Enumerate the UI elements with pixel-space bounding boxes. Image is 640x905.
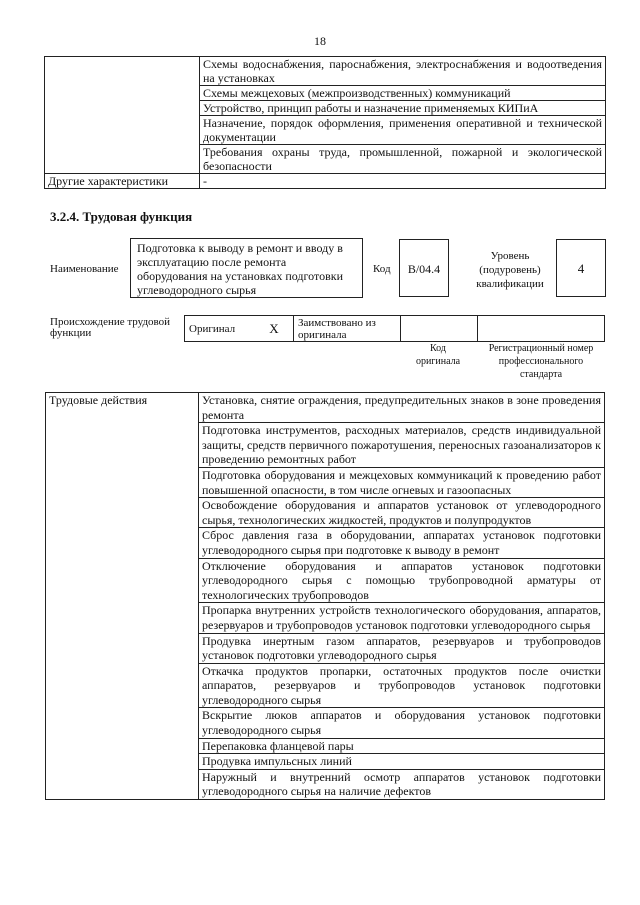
page-number: 18 bbox=[314, 34, 326, 48]
level-label: Уровень (подуровень) квалификации bbox=[476, 250, 544, 290]
origin-table bbox=[184, 315, 605, 342]
list-item: Наружный и внутренний осмотр аппаратов установок подготовки углеводородного сырья на наличие дефектов bbox=[199, 769, 605, 799]
name-label: Наименование bbox=[50, 263, 119, 275]
list-item: Вскрытие люков аппаратов и оборудования установок подготовки углеводородного сырья bbox=[199, 708, 605, 738]
registration-caption: Регистрационный номер профессионального стандарта bbox=[488, 343, 594, 380]
labor-actions-label: Трудовые действия bbox=[46, 393, 199, 800]
knowledge-table bbox=[44, 56, 606, 189]
list-item: Подготовка инструментов, расходных материалов, средств индивидуальной защиты, средств первичного пожаротушения, переносных газоанализаторов к проведению ремонтных работ bbox=[199, 423, 605, 468]
qualification-level: 4 bbox=[556, 239, 606, 297]
table-row bbox=[45, 174, 606, 189]
list-item: Отключение оборудования и аппаратов установок подготовки углеводородного сырья с помощью трубопроводной арматуры от технологических трубопроводов bbox=[199, 558, 605, 603]
list-item: Откачка продуктов пропарки, остаточных продуктов после очистки аппаратов, резервуаров и трубопроводов установок подготовки углеводородного сырья bbox=[199, 663, 605, 708]
borrowed-label: Заимствовано из оригинала bbox=[294, 316, 401, 342]
code-label: Код bbox=[373, 263, 391, 275]
list-item: Пропарка внутренних устройств технологического оборудования, аппаратов, резервуаров и трубопроводов установок подготовки углеводородного сырья bbox=[199, 603, 605, 633]
table-cell: Схемы водоснабжения, пароснабжения, электроснабжения и водоотведения на установках bbox=[200, 57, 606, 86]
section-title: 3.2.4. Трудовая функция bbox=[50, 209, 193, 224]
table-row bbox=[45, 57, 606, 86]
list-item: Освобождение оборудования и аппаратов установок от углеводородного сырья, технологических жидкостей, продуктов и полупродуктов bbox=[199, 498, 605, 528]
list-item: Сброс давления газа в оборудовании, аппаратах установок подготовки углеводородного сырья при подготовке к выводу в ремонт bbox=[199, 528, 605, 558]
original-mark: X bbox=[255, 316, 294, 342]
other-characteristics-label: Другие характеристики bbox=[45, 174, 200, 189]
code-caption: Код оригинала bbox=[415, 343, 461, 367]
table-row bbox=[46, 393, 605, 423]
table-cell: Назначение, порядок оформления, применения оперативной и технической документации bbox=[200, 116, 606, 145]
table-cell: Схемы межцеховых (межпроизводственных) коммуникаций bbox=[200, 86, 606, 101]
table-cell: Устройство, принцип работы и назначение применяемых КИПиА bbox=[200, 101, 606, 116]
function-name: Подготовка к выводу в ремонт и вводу в эксплуатацию после ремонта оборудования на установках подготовки углеводородного сырья bbox=[130, 238, 363, 298]
registration-number-cell bbox=[478, 316, 605, 342]
list-item: Продувка инертным газом аппаратов, резервуаров и трубопроводов установок подготовки углеводородного сырья bbox=[199, 633, 605, 663]
function-code: В/04.4 bbox=[399, 239, 449, 297]
table-cell: Требования охраны труда, промышленной, пожарной и экологической безопасности bbox=[200, 145, 606, 174]
list-item: Подготовка оборудования и межцеховых коммуникаций к проведению работ повышенной опасности, в том числе огневых и газоопасных bbox=[199, 467, 605, 497]
list-item: Продувка импульсных линий bbox=[199, 754, 605, 770]
labor-actions-table bbox=[45, 392, 605, 800]
list-item: Установка, снятие ограждения, предупредительных знаков в зоне проведения ремонта bbox=[199, 393, 605, 423]
empty-left-cell bbox=[45, 57, 200, 174]
list-item: Перепаковка фланцевой пары bbox=[199, 738, 605, 754]
original-code-cell bbox=[401, 316, 478, 342]
table-row bbox=[185, 316, 605, 342]
original-label: Оригинал bbox=[185, 316, 256, 342]
other-characteristics-value: - bbox=[200, 174, 606, 189]
origin-label: Происхождение трудовой функции bbox=[50, 316, 171, 339]
